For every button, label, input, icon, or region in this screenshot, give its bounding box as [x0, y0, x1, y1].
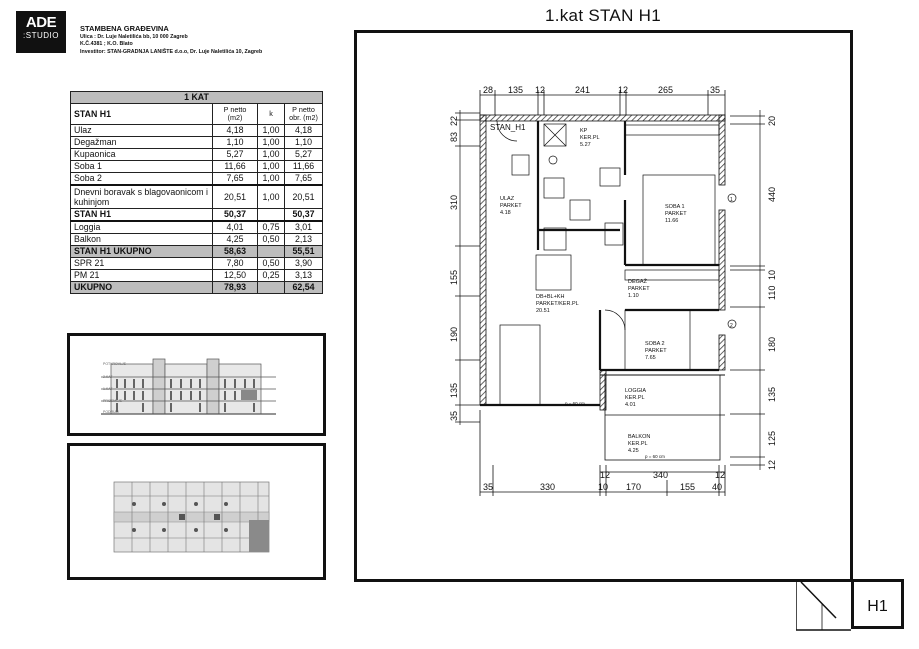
cell-coefficient: 1,00 — [258, 185, 285, 209]
right-dim-3: 110 — [767, 285, 777, 300]
bottom-upper-dim-1: 340 — [653, 470, 669, 480]
table-caption: 1 KAT — [71, 92, 323, 104]
room-kp-name: KP — [580, 128, 588, 134]
room-balkon-name: BALKON — [628, 434, 651, 440]
left-dim-4: 190 — [449, 326, 459, 342]
right-dim-1: 440 — [767, 186, 777, 202]
right-dim-0: 20 — [767, 115, 777, 126]
room-kp-area: 5.27 — [580, 142, 591, 148]
cell-coefficient: 0,75 — [258, 221, 285, 234]
left-dim-1: 83 — [449, 131, 459, 142]
cell-coefficient — [258, 246, 285, 258]
cell-room-name: Ulaz — [71, 125, 213, 137]
cell-coefficient: 1,00 — [258, 125, 285, 137]
room-degaz-area: 1.10 — [628, 293, 639, 299]
room-db-area: 20.51 — [536, 308, 550, 314]
left-dim-0: 22 — [449, 115, 459, 126]
room-balkon-floor: KER.PL — [628, 441, 648, 447]
project-parcel: K.Č.4381 ; K.O. Blato — [80, 41, 133, 48]
cell-net-area: 7,80 — [213, 258, 258, 270]
cell-coefficient: 1,00 — [258, 137, 285, 149]
cell-net-area: 11,66 — [213, 161, 258, 173]
room-loggia-name: LOGGIA — [625, 388, 647, 394]
axis-marker-1: 1 — [730, 197, 733, 203]
table-row — [71, 161, 323, 173]
room-soba1-floor: PARKET — [665, 211, 687, 217]
cell-net-area-calculated: 2,13 — [285, 234, 323, 246]
room-loggia-floor: KER.PL — [625, 395, 645, 401]
table-row — [71, 137, 323, 149]
cell-net-area: 50,37 — [213, 209, 258, 222]
col-header-k: k — [258, 104, 285, 125]
top-dim-0: 28 — [483, 85, 494, 95]
plan-title: 1.kat STAN H1 — [544, 6, 661, 25]
room-soba2-floor: PARKET — [645, 348, 667, 354]
unit-tag: H1 — [851, 579, 904, 629]
table-row — [71, 221, 323, 234]
table-row — [71, 282, 323, 294]
cell-net-area: 1,10 — [213, 137, 258, 149]
left-dim-2: 310 — [449, 194, 459, 210]
col-header-net: P netto (m2) — [213, 104, 258, 125]
unit-h1-highlight — [249, 520, 269, 552]
left-dim-5: 135 — [449, 382, 459, 398]
bottom-dim-0: 35 — [483, 482, 494, 492]
cell-net-area: 7,65 — [213, 173, 258, 186]
room-db-floor: PARKET/KER.PL — [536, 301, 579, 307]
room-soba2-name: SOBA 2 — [645, 341, 665, 347]
table-row — [71, 173, 323, 186]
level-label-1: 2.KAT — [103, 375, 113, 379]
table-row — [71, 149, 323, 161]
bottom-dim-5: 40 — [712, 482, 723, 492]
table-row — [71, 209, 323, 222]
cell-net-area: 58,63 — [213, 246, 258, 258]
project-address: Ulica : Dr. Luje Naletilića bb, 10 000 Zagreb — [80, 34, 188, 40]
cell-room-name: STAN H1 — [71, 209, 213, 222]
cell-net-area: 78,93 — [213, 282, 258, 294]
bottom-dim-2: 10 — [598, 482, 609, 492]
floor-plan-drawing — [440, 80, 780, 500]
room-degaz-name: DEGAŽ — [628, 279, 647, 285]
room-db-name: DB+BL+KH — [536, 294, 565, 300]
right-dim-7: 12 — [767, 459, 777, 470]
table-caption-row — [71, 92, 323, 104]
col-header-net-obr: P netto obr. (m2) — [285, 104, 323, 125]
cell-net-area: 12,50 — [213, 270, 258, 282]
room-soba2-area: 7.65 — [645, 355, 656, 361]
cell-room-name: SPR 21 — [71, 258, 213, 270]
cell-room-name: Soba 2 — [71, 173, 213, 186]
top-dim-4: 12 — [618, 85, 629, 95]
logo-subtext: :STUDIO — [23, 31, 59, 40]
cell-net-area-calculated: 3,01 — [285, 221, 323, 234]
table-row — [71, 125, 323, 137]
level-label-2: 1.KAT — [103, 387, 113, 391]
cell-net-area-calculated: 50,37 — [285, 209, 323, 222]
bottom-upper-dim-0: 12 — [600, 470, 611, 480]
bottom-dim-4: 155 — [680, 482, 696, 492]
cell-room-name: Balkon — [71, 234, 213, 246]
right-dim-6: 125 — [767, 430, 777, 446]
top-dim-6: 35 — [710, 85, 721, 95]
floor-key-plan — [70, 446, 323, 577]
cell-room-name: Degažman — [71, 137, 213, 149]
plan-unit-label: STAN_H1 — [490, 123, 526, 132]
top-dim-2: 12 — [535, 85, 546, 95]
left-dim-3: 155 — [449, 269, 459, 285]
cell-net-area-calculated: 55,51 — [285, 246, 323, 258]
project-investor: Investitor: STAN-GRADNJA LANIŠTE d.o.o, Dr. Luje Naletilića 10, Zagreb — [80, 48, 263, 55]
cell-net-area: 20,51 — [213, 185, 258, 209]
bottom-dim-3: 170 — [626, 482, 642, 492]
cell-net-area: 4,01 — [213, 221, 258, 234]
window-note-2: p = 60 cm — [645, 454, 665, 459]
cell-coefficient: 1,00 — [258, 173, 285, 186]
cell-coefficient: 1,00 — [258, 161, 285, 173]
cell-room-name: Loggia — [71, 221, 213, 234]
axis-marker-2: 2 — [730, 323, 733, 329]
room-loggia-area: 4.01 — [625, 402, 636, 408]
cell-coefficient: 0,50 — [258, 234, 285, 246]
table-row — [71, 246, 323, 258]
cell-coefficient — [258, 282, 285, 294]
room-soba1-name: SOBA 1 — [665, 204, 685, 210]
cell-room-name: UKUPNO — [71, 282, 213, 294]
table-row — [71, 258, 323, 270]
room-soba1-area: 11.66 — [665, 218, 679, 224]
cell-net-area-calculated: 7,65 — [285, 173, 323, 186]
cell-net-area-calculated: 62,54 — [285, 282, 323, 294]
fold-mark — [796, 578, 852, 632]
level-label-4: PODRUM — [103, 410, 119, 414]
cell-coefficient: 0,25 — [258, 270, 285, 282]
cell-net-area-calculated: 4,18 — [285, 125, 323, 137]
cell-room-name: Soba 1 — [71, 161, 213, 173]
right-dim-5: 135 — [767, 386, 777, 402]
room-kp-floor: KER.PL — [580, 135, 600, 141]
room-balkon-area: 4.25 — [628, 448, 639, 454]
room-ulaz-floor: PARKET — [500, 203, 522, 209]
table-row — [71, 234, 323, 246]
top-dim-5: 265 — [658, 85, 674, 95]
level-label-3: PRIZEMLJE — [103, 399, 123, 403]
cell-room-name: PM 21 — [71, 270, 213, 282]
table-header-row — [71, 104, 323, 125]
level-label-0: POTKROVLJE — [103, 362, 127, 366]
cell-coefficient — [258, 209, 285, 222]
top-dim-3: 241 — [575, 85, 591, 95]
project-title: STAMBENA GRAĐEVINA — [80, 24, 169, 33]
bottom-upper-dim-2: 12 — [715, 470, 726, 480]
cell-net-area-calculated: 5,27 — [285, 149, 323, 161]
building-elevation — [70, 336, 323, 433]
cell-net-area-calculated: 3,90 — [285, 258, 323, 270]
right-dim-2: 10 — [767, 269, 777, 280]
project-header — [80, 24, 262, 56]
cell-coefficient: 1,00 — [258, 149, 285, 161]
cell-net-area: 5,27 — [213, 149, 258, 161]
top-dim-1: 135 — [508, 85, 524, 95]
right-dim-4: 180 — [767, 336, 777, 352]
room-ulaz-name: ULAZ — [500, 196, 515, 202]
cell-net-area-calculated: 1,10 — [285, 137, 323, 149]
cell-net-area: 4,18 — [213, 125, 258, 137]
bottom-dim-1: 330 — [540, 482, 556, 492]
elevation-box — [67, 333, 326, 436]
table-row — [71, 270, 323, 282]
room-ulaz-area: 4.18 — [500, 210, 511, 216]
left-dim-6: 35 — [449, 410, 459, 421]
company-logo — [16, 11, 66, 53]
cell-coefficient: 0,50 — [258, 258, 285, 270]
cell-net-area-calculated: 20,51 — [285, 185, 323, 209]
area-table — [70, 91, 323, 294]
window-note-1: p = 60 cm — [565, 401, 585, 406]
cell-room-name: Kupaonica — [71, 149, 213, 161]
floor-key-box — [67, 443, 326, 580]
table-row — [71, 185, 323, 209]
cell-room-name: Dnevni boravak s blagovaonicom i kuhinjom — [71, 185, 213, 209]
cell-net-area-calculated: 3,13 — [285, 270, 323, 282]
col-header-name: STAN H1 — [71, 104, 213, 125]
cell-net-area-calculated: 11,66 — [285, 161, 323, 173]
cell-net-area: 4,25 — [213, 234, 258, 246]
room-degaz-floor: PARKET — [628, 286, 650, 292]
cell-room-name: STAN H1 UKUPNO — [71, 246, 213, 258]
logo-text: ADE — [25, 14, 57, 31]
